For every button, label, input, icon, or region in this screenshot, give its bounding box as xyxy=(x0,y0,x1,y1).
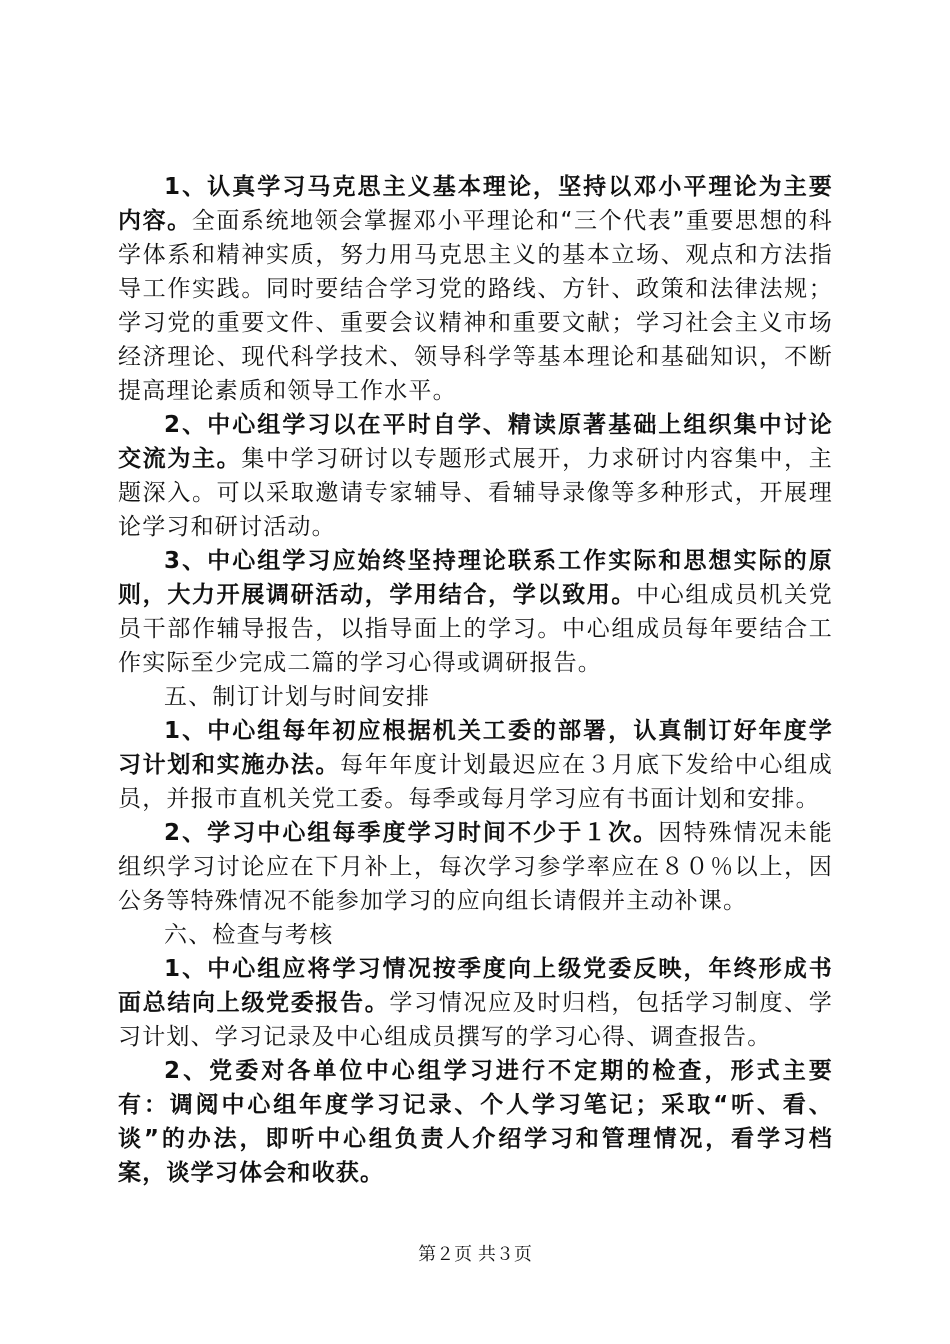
paragraph-text: 集中学习研讨以专题形式展开，力求研讨内容集中，主题深入。可以采取邀请专家辅导、看辅导录像等多种形式，开展理论学习和研讨活动。 xyxy=(118,446,833,540)
paragraph-lead: 2、学习中心组每季度学习时间不少于１次。 xyxy=(164,820,659,846)
paragraph-3 xyxy=(118,544,833,680)
paragraph-text: 因特殊情况未能组织学习讨论应在下月补上，每次学习参学率应在８０％以上，因公务等特殊情况不能参加学习的应向组长请假并主动补课。 xyxy=(118,820,833,914)
paragraph-text: 每年年度计划最迟应在３月底下发给中心组成员，并报市直机关党工委。每季或每月学习应有书面计划和安排。 xyxy=(118,752,833,812)
page-number-footer: 第２页 共３页 xyxy=(418,1244,532,1265)
paragraph-5-1 xyxy=(118,714,833,816)
paragraph-text: 学习情况应及时归档，包括学习制度、学习计划、学习记录及中心组成员撰写的学习心得、调查报告。 xyxy=(118,990,833,1050)
paragraph-6-2 xyxy=(118,1054,833,1190)
paragraph-5-2 xyxy=(118,816,833,918)
section-heading-6: 六、检查与考核 xyxy=(164,922,334,948)
paragraph-lead: 2、党委对各单位中心组学习进行不定期的检查，形式主要有：调阅中心组年度学习记录、个人学习笔记；采取“听、看、谈”的办法，即听中心组负责人介绍学习和管理情况，看学习档案，谈学习体会和收获。 xyxy=(118,1058,833,1186)
paragraph-lead: 1、中心组应将学习情况按季度向上级党委反映，年终形成书面总结向上级党委报告。 xyxy=(118,956,833,1016)
paragraph-1 xyxy=(118,170,833,408)
paragraph-lead: 3、中心组学习应始终坚持理论联系工作实际和思想实际的原则，大力开展调研活动，学用结合，学以致用。 xyxy=(118,548,833,608)
section-heading-5: 五、制订计划与时间安排 xyxy=(164,684,431,710)
paragraph-lead: 2、中心组学习以在平时自学、精读原著基础上组织集中讨论交流为主。 xyxy=(118,412,833,472)
paragraph-2 xyxy=(118,408,833,544)
paragraph-text: 全面系统地领会掌握邓小平理论和“三个代表”重要思想的科学体系和精神实质，努力用马克思主义的基本立场、观点和方法指导工作实践。同时要结合学习党的路线、方针、政策和法律法规；学习党的重要文件、重要会议精神和重要文献；学习社会主义市场经济理论、现代科学技术、领导科学等基本理论和基础知识，不断提高理论素质和领导工作水平。 xyxy=(118,208,833,404)
paragraph-text: 中心组成员机关党员干部作辅导报告，以指导面上的学习。中心组成员每年要结合工作实际至少完成二篇的学习心得或调研报告。 xyxy=(118,582,833,676)
paragraph-lead: 1、中心组每年初应根据机关工委的部署，认真制订好年度学习计划和实施办法。 xyxy=(118,718,833,778)
paragraph-6-1 xyxy=(118,952,833,1054)
document-body xyxy=(118,170,833,1190)
paragraph-lead: 1、认真学习马克思主义基本理论，坚持以邓小平理论为主要内容。 xyxy=(118,174,833,234)
